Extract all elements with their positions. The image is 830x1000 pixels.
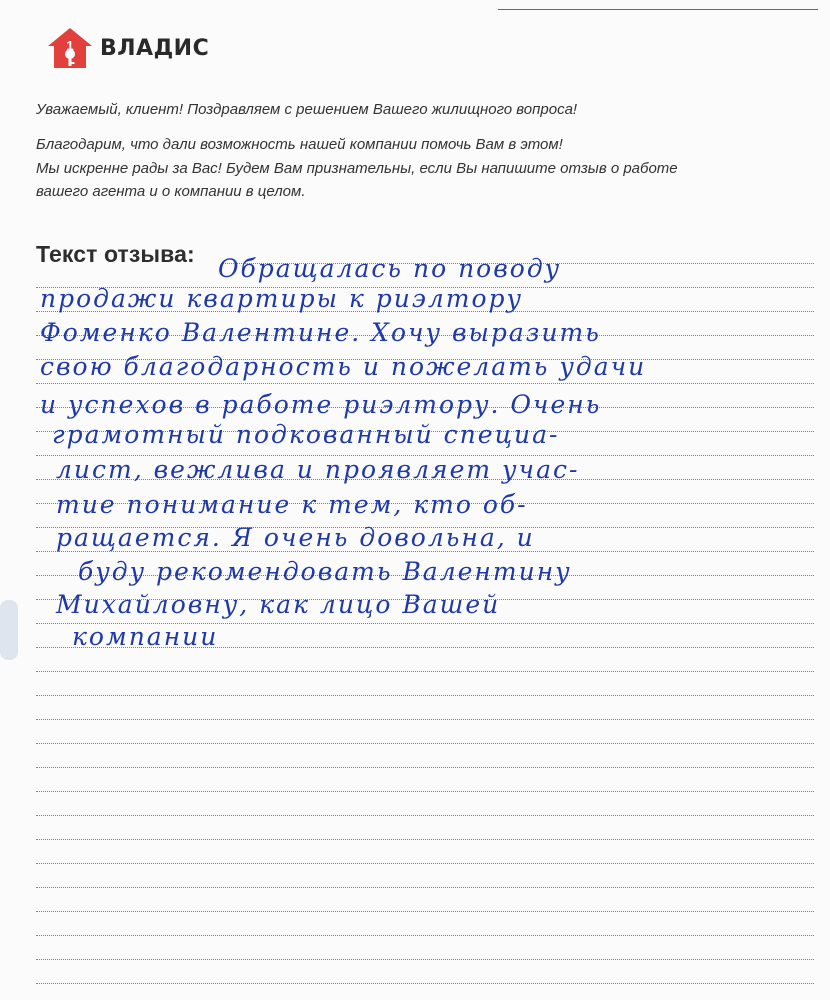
request-text: Мы искренне рады за Вас! Будем Вам признательны, если Вы напишите отзыв о работе <box>36 160 678 177</box>
greeting-text: Уважаемый, клиент! Поздравляем с решением Вашего жилищного вопроса! <box>36 101 578 118</box>
request-text-continued: вашего агента и о компании в целом. <box>36 183 306 200</box>
brand-logo <box>46 26 209 70</box>
ruled-line <box>36 743 814 744</box>
top-divider <box>498 9 818 10</box>
ruled-line <box>36 887 814 888</box>
brand-name: ВЛАДИС <box>100 35 210 61</box>
ruled-line <box>36 671 814 672</box>
ruled-line <box>36 911 814 912</box>
ruled-line <box>36 791 814 792</box>
handwritten-line: компании <box>72 622 219 651</box>
ruled-line <box>36 839 814 840</box>
logo-badge-number: 1 <box>66 38 74 53</box>
handwritten-line: буду рекомендовать Валентину <box>78 557 572 586</box>
ruled-line <box>36 959 814 960</box>
handwritten-line: свою благодарность и пожелать удачи <box>40 352 647 381</box>
ruled-line <box>36 815 814 816</box>
ruled-line <box>36 383 814 384</box>
handwritten-line: ращается. Я очень довольна, и <box>56 523 535 552</box>
handwritten-line: грамотный подкованный специа- <box>52 420 560 449</box>
handwritten-line: тие понимание к тем, кто об- <box>56 490 528 519</box>
ruled-line <box>36 983 814 984</box>
ruled-line <box>36 863 814 864</box>
handwritten-line: Обращалась по поводу <box>218 254 562 283</box>
ruled-line <box>36 767 814 768</box>
handwritten-line: лист, вежлива и проявляет учас- <box>56 455 580 484</box>
ruled-line <box>36 935 814 936</box>
handwritten-line: и успехов в работе риэлтору. Очень <box>40 390 602 419</box>
review-heading: Текст отзыва: <box>36 241 195 267</box>
handwritten-line: Михайловну, как лицо Вашей <box>56 590 501 619</box>
house-key-icon <box>46 26 94 70</box>
handwritten-line: Фоменко Валентине. Хочу выразить <box>40 318 601 347</box>
thanks-text: Благодарим, что дали возможность нашей компании помочь Вам в этом! <box>36 136 563 153</box>
handwritten-line: продажи квартиры к риэлтору <box>40 284 524 313</box>
ruled-line <box>36 719 814 720</box>
ruled-line <box>36 695 814 696</box>
scan-smudge <box>0 600 18 660</box>
